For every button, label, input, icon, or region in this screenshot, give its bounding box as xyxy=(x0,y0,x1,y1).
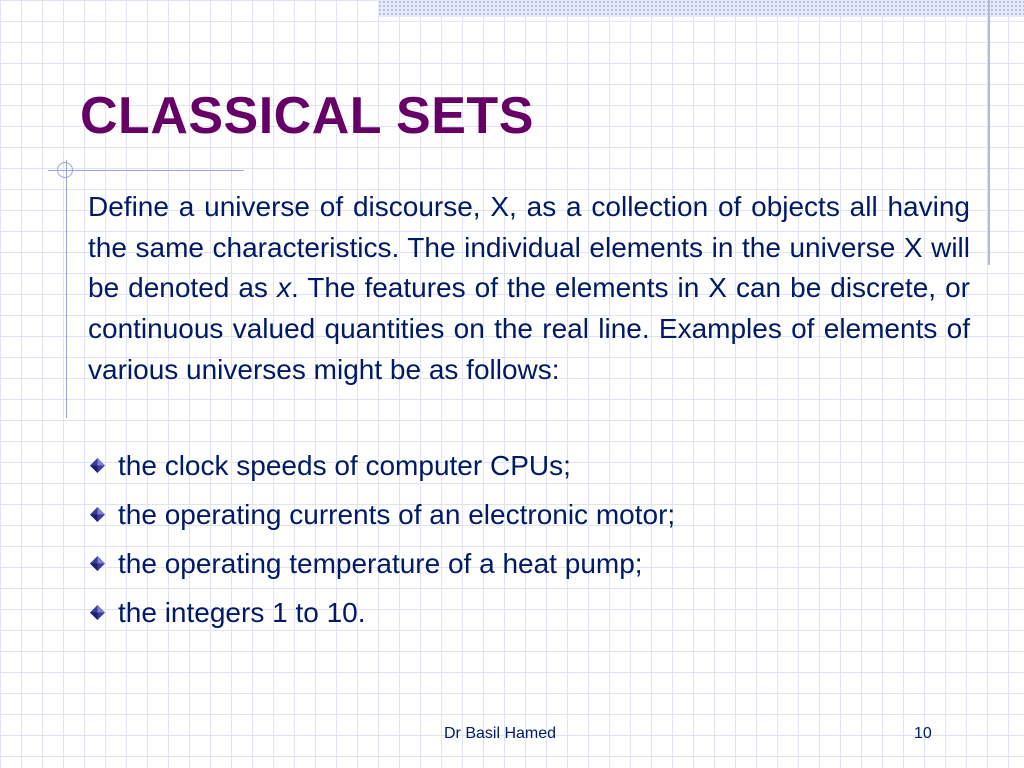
decorative-top-band xyxy=(378,0,1024,17)
diamond-bullet-icon xyxy=(90,458,105,473)
list-item-text: the integers 1 to 10. xyxy=(118,596,366,628)
paragraph-text-end: . The features of the elements in X can be discrete, or continuous valued quantities on the real line. Examples of elements of various universes might be as follows: xyxy=(88,272,970,385)
list-item xyxy=(90,441,675,490)
diamond-bullet-icon xyxy=(90,556,105,571)
title-underline-rule xyxy=(48,170,244,171)
list-item-text: the clock speeds of computer CPUs; xyxy=(118,449,571,481)
decorative-ring xyxy=(57,162,73,178)
example-bullet-list xyxy=(90,441,675,637)
diamond-bullet-icon xyxy=(90,507,105,522)
list-item-text: the operating temperature of a heat pump; xyxy=(118,547,643,579)
footer-author: Dr Basil Hamed xyxy=(444,725,557,742)
decorative-vertical-line-left xyxy=(66,160,67,418)
paragraph-italic-x: x xyxy=(276,272,291,304)
footer-page-number: 10 xyxy=(914,725,932,742)
body-paragraph xyxy=(88,187,970,391)
list-item-text: the operating currents of an electronic motor; xyxy=(118,498,676,530)
paragraph-text-start: Define a universe of discourse, X, as a collection of objects all having the same characteristics. The individual elements in the universe X will be denoted as xyxy=(88,191,970,304)
slide-title: CLASSICAL SETS xyxy=(80,87,534,145)
list-item xyxy=(90,539,675,588)
decorative-vertical-line-right xyxy=(988,0,990,265)
list-item xyxy=(90,588,675,637)
diamond-bullet-icon xyxy=(90,605,105,620)
list-item xyxy=(90,490,675,539)
